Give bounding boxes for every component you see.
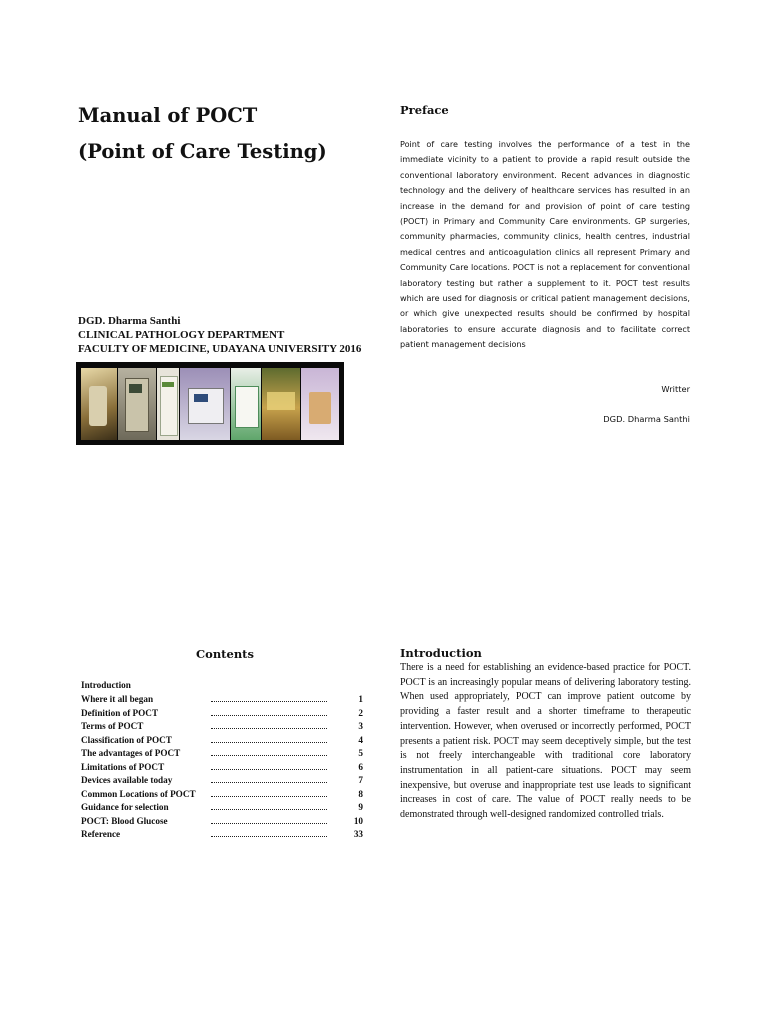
toc-entry-page: 8 (358, 788, 363, 799)
glucose-meter-photo (81, 368, 117, 440)
toc-entry-label: Devices available today (81, 775, 173, 785)
toc-entry[interactable] (81, 802, 363, 815)
toc-leader-dots (211, 738, 327, 743)
preface-writer-label: Writter (661, 384, 690, 394)
toc-entry-page: 10 (353, 815, 363, 826)
title-line-1: Manual of POCT (78, 104, 258, 127)
toc-entry-label: The advantages of POCT (81, 748, 181, 758)
toc-entry-label: Reference (81, 829, 121, 839)
benchtop-analyzer-photo (180, 368, 230, 440)
author-name: DGD. Dharma Santhi (78, 315, 181, 327)
toc-entry[interactable] (81, 816, 363, 829)
toc-leader-dots (211, 778, 327, 783)
toc-leader-dots (211, 765, 327, 770)
test-strip-box-photo (157, 368, 179, 440)
toc-entry-label: Guidance for selection (81, 802, 169, 812)
toc-entry-page: 2 (358, 707, 363, 718)
table-of-contents (81, 694, 363, 844)
toc-entry[interactable] (81, 735, 363, 748)
toc-leader-dots (211, 819, 327, 824)
toc-entry[interactable] (81, 762, 363, 775)
contents-heading: Contents (196, 647, 254, 661)
title-line-2: (Point of Care Testing) (78, 140, 327, 163)
toc-entry[interactable] (81, 748, 363, 761)
toc-leader-dots (211, 792, 327, 797)
author-faculty: FACULTY OF MEDICINE, UDAYANA UNIVERSITY 2016 (78, 343, 362, 355)
toc-entry[interactable] (81, 708, 363, 721)
toc-entry[interactable] (81, 694, 363, 707)
toc-entry[interactable] (81, 829, 363, 842)
toc-entry-label: Limitations of POCT (81, 761, 165, 772)
poct-devices-image (76, 362, 344, 445)
toc-entry-label: Classification of POCT (81, 734, 172, 745)
introduction-heading: Introduction (400, 646, 482, 660)
toc-entry-label: POCT: Blood Glucose (81, 815, 168, 826)
toc-entry-label: Definition of POCT (81, 707, 159, 718)
desktop-device-photo (301, 368, 339, 440)
toc-leader-dots (211, 711, 327, 716)
author-block (78, 314, 361, 356)
toc-leader-dots (211, 697, 327, 702)
toc-entry-page: 1 (358, 694, 363, 704)
toc-entry-label: Terms of POCT (81, 721, 144, 731)
toc-entry-page: 5 (358, 748, 363, 758)
toc-entry-page: 9 (358, 802, 363, 812)
toc-entry[interactable] (81, 789, 363, 802)
toc-entry-page: 3 (358, 721, 363, 731)
toc-leader-dots (211, 724, 327, 729)
product-package-photo (262, 368, 300, 440)
toc-leader-dots (211, 805, 327, 810)
toc-entry-page: 4 (358, 734, 363, 745)
introduction-body: There is a need for establishing an evidence-based practice for POCT. POCT is an increasingly popular means of delivering laboratory testing. When used appropriately, POCT can improve patient outcome by providing a faster result and a shorter timeframe to therapeutic intervention. However, when overused or incorrectly performed, POCT presents a patient risk. POCT may seem deceptively simple, but the test is not freely interchangeable with traditional core laboratory instrumentation in all patient-care situations. POCT may seem inexpensive, but overuse and inappropriate test use leads to significant increases in cost of care. The value of POCT really needs to be demonstrated through well-designed randomized controlled trials. (400, 662, 691, 821)
toc-entry-page: 7 (358, 775, 363, 785)
toc-entry[interactable] (81, 721, 363, 734)
handheld-analyzer-photo (118, 368, 156, 440)
author-department: CLINICAL PATHOLOGY DEPARTMENT (78, 329, 285, 341)
toc-leader-dots (211, 832, 327, 837)
toc-intro: Introduction (81, 680, 131, 690)
preface-heading: Preface (400, 103, 449, 117)
toc-entry-page: 6 (358, 761, 363, 772)
toc-entry-label: Where it all began (81, 694, 154, 704)
preface-writer-name: DGD. Dharma Santhi (603, 414, 690, 424)
toc-entry-page: 33 (353, 829, 363, 839)
toc-leader-dots (211, 751, 327, 756)
preface-body: Point of care testing involves the performance of a test in the immediate vicinity to a patient to provide a rapid result outside the conventional laboratory environment. Recent advances in diagnostic technology and the delivery of healthcare services has resulted in an increase in the demand for and provision of point of care testing (POCT) in Primary and Community Care environments. GP surgeries, community pharmacies, community clinics, health centres, industrial medical centres and anticoagulation clinics all represent Primary and Community Care locations. POCT is not a replacement for conventional laboratory testing but rather a supplement to it. POCT test results which are used for diagnosis or critical patient management decisions, or which give unexpected results should be confirmed by hospital laboratories to ensure accurate diagnosis and to facilitate correct patient management decisions (400, 139, 690, 350)
toc-entry[interactable] (81, 775, 363, 788)
test-kit-box-photo (231, 368, 261, 440)
toc-entry-label: Common Locations of POCT (81, 788, 196, 799)
